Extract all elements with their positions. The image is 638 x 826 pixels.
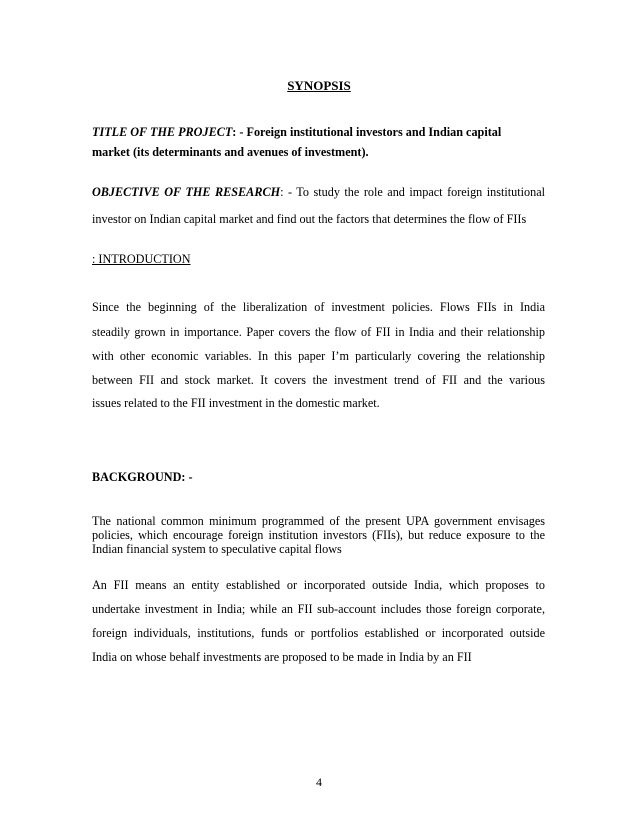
fii-definition-line: foreign individuals, institutions, funds or portfolios established or incorporated outside xyxy=(92,626,545,640)
intro-line: issues related to the FII investment in the domestic market. xyxy=(92,396,380,410)
intro-line: Since the beginning of the liberalization of investment policies. Flows FIIs in India xyxy=(92,300,545,314)
project-title-line-1 xyxy=(92,125,545,140)
project-title-text: - Foreign institutional investors and Indian capital xyxy=(236,125,502,139)
project-title-label: TITLE OF THE PROJECT xyxy=(92,125,233,139)
background-line: Indian financial system to speculative capital flows xyxy=(92,542,342,556)
objective-text: : - To study the role and impact foreign institutional xyxy=(280,185,545,199)
intro-line: with other economic variables. In this paper I’m particularly covering the relationship xyxy=(92,349,545,363)
fii-definition-line: undertake investment in India; while an FII sub-account includes those foreign corporate, xyxy=(92,602,545,616)
background-line: policies, which encourage foreign institution investors (FIIs), but reduce exposure to the xyxy=(92,528,545,542)
fii-definition-line: An FII means an entity established or incorporated outside India, which proposes to xyxy=(92,578,545,592)
intro-line: between FII and stock market. It covers the investment trend of FII and the various xyxy=(92,373,545,387)
page-title: SYNOPSIS xyxy=(287,78,351,93)
introduction-heading: : INTRODUCTION xyxy=(92,252,191,266)
project-title-separator: : xyxy=(232,125,237,139)
project-title-line-2: market (its determinants and avenues of investment). xyxy=(92,145,369,159)
objective-line-2: investor on Indian capital market and find out the factors that determines the flow of FIIs xyxy=(92,212,527,226)
objective-line-1 xyxy=(92,185,545,200)
page-number: 4 xyxy=(316,775,322,789)
fii-definition-line: India on whose behalf investments are proposed to be made in India by an FII xyxy=(92,650,472,664)
intro-line: steadily grown in importance. Paper covers the flow of FII in India and their relationship xyxy=(92,325,545,339)
background-line: The national common minimum programmed of the present UPA government envisages xyxy=(92,514,545,528)
objective-label: OBJECTIVE OF THE RESEARCH xyxy=(92,185,281,199)
background-heading: BACKGROUND: - xyxy=(92,470,193,484)
